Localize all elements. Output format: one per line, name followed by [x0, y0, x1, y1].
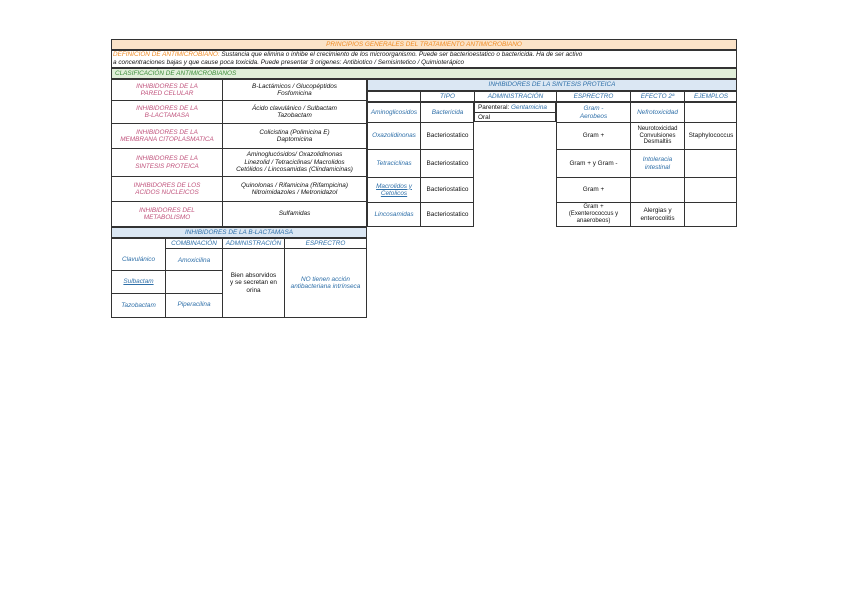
- protein-row-5-tipo: Bacteriostatico: [426, 210, 469, 218]
- protein-row-1-ejemplos: [685, 103, 737, 122]
- protein-row-5-name: Lincosamidas: [374, 210, 414, 218]
- class-group-2: INHIBIDORES DE LA B-LACTAMASA: [112, 101, 222, 124]
- protein-row-4-name: Macrolidos y Cetolicos: [376, 182, 412, 197]
- protein-row-4-efecto: [631, 178, 684, 202]
- protein-row-2-tipo: Bacteriostatico: [426, 132, 469, 140]
- protein-row-4-tipo: Bacteriostatico: [426, 186, 469, 194]
- class-drugs-6: Sulfamidas: [278, 210, 311, 218]
- class-group-5: INHIBIDORES DE LOS ACIDOS NUCLEICOS: [112, 177, 222, 202]
- class-group-6: INHIBIDORES DEL METABOLISMO: [139, 206, 195, 221]
- protein-row-4-espectro: Gram +: [582, 186, 605, 194]
- class-group-3: INHIBIDORES DE LA MEMBRANA CITOPLASMATICA: [112, 124, 222, 149]
- protein-row-3-ejemplos: [685, 150, 737, 177]
- blact-row-1-name: Clavulánico: [112, 249, 166, 271]
- definition-text-1: Sustancia que elimina o inhibe el crecimiento de los microorganismo. Puede ser bacterioestatico o bactericida. Ha de ser activo: [221, 51, 583, 58]
- protein-col-tipo: TIPO: [420, 92, 474, 101]
- protein-col-efecto: EFECTO 2ª: [630, 92, 684, 101]
- blact-row-3-name: Tazobactam: [112, 294, 166, 317]
- blact-row-1-combo: Amoxicilina: [166, 249, 223, 271]
- blact-row-2-name: Sulbactam: [112, 271, 166, 294]
- blact-row-3-combo: Piperacilina: [166, 294, 223, 317]
- protein-row-2-ejemplos: Staphylococcus: [688, 132, 734, 140]
- class-group-4: INHIBIDORES DE LA SINTESIS PROTEICA: [112, 149, 222, 177]
- definition-line-1: [113, 51, 735, 59]
- protein-row-4-ejemplos: [685, 178, 737, 202]
- protein-row-5-espectro: Gram + (Exenterococcus y anaerobeos): [568, 204, 619, 224]
- class-group-1: INHIBIDORES DE LA PARED CELULAR: [112, 80, 222, 101]
- blact-col-espectro: ESPRECTRO: [285, 239, 366, 249]
- protein-row-1-efecto: Nefrotoxicidad: [637, 108, 678, 116]
- protein-admin-parenteral: [475, 103, 556, 112]
- protein-col-espectro: ESPRECTRO: [556, 92, 630, 101]
- blact-col-administracion: ADMINISTRACIÓN: [223, 239, 285, 249]
- protein-admin-oral: Oral: [478, 113, 491, 121]
- protein-row-2-efecto: Neurotoxicidad Convulsiones Desmaltiis: [637, 125, 678, 146]
- blact-administracion: Bien absorvidos y se secretan en orina: [223, 249, 285, 317]
- definition-label: DEFINICIÓN DE ANTIMICROBIANO:: [113, 51, 220, 58]
- protein-row-5-efecto: Alergias y enterocolitis: [640, 207, 675, 222]
- blact-espectro: NO tienen acción antibacteriana intrínseca: [290, 275, 361, 290]
- protein-row-5-ejemplos: [685, 203, 737, 226]
- protein-row-3-tipo: Bacteriostatico: [426, 159, 469, 167]
- class-drugs-3: Colicistina (Polimicina E) Daptomicina: [223, 124, 366, 149]
- protein-row-3-espectro: Gram + y Gram -: [569, 159, 618, 167]
- protein-row-2-espectro: Gram +: [582, 132, 605, 140]
- blact-header: INHIBIDORES DE LA B-LACTAMASA: [111, 227, 367, 238]
- blact-col-combinacion: COMBINACIÓN: [166, 239, 223, 249]
- protein-col-administracion: ADMINISTRACIÓN: [474, 92, 556, 101]
- definition-line-2: a concentraciones bajas y que cause poca toxicida. Puede presentar 3 origenes: Antibiotico / Semisintetico / Quimioterápico: [113, 59, 465, 66]
- blact-row-2-combo: [166, 271, 223, 294]
- protein-parenteral-label: Parenteral:: [478, 103, 510, 111]
- protein-row-2-name: Oxazolidinonas: [372, 132, 416, 140]
- protein-row-3-name: Tetraciclinas: [376, 159, 412, 167]
- classification-header: CLASIFICACIÓN DE ANTIMICROBIANOS: [111, 68, 737, 79]
- page-title: PRINCIPIOS GENERALES DEL TRATAMIENTO ANTIMICROBIANO: [111, 39, 737, 50]
- protein-row-3-efecto: Intoleracia intestinal: [642, 156, 673, 171]
- class-drugs-5: Quinolonas / Rifamicina (Rifampicina) Nitroimidazoles / Metronidazol: [223, 177, 366, 202]
- class-drugs-1: B-Lactámicos / Glucopéptidos Fosfomicina: [223, 80, 366, 101]
- protein-row-1-tipo: Bactericida: [431, 108, 464, 116]
- class-drugs-4: Aminoglucósidos/ Oxazolidinonas Linezolid / Tetraciclinas/ Macrolidos Cetólidos / Lincosamidas (Clindamicinas): [223, 149, 366, 177]
- protein-col-ejemplos: EJEMPLOS: [684, 92, 737, 101]
- class-drugs-2: Ácido clavulánico / Sulbactam Tazobactam: [223, 101, 366, 124]
- protein-row-1-name: Aminoglicosidos: [370, 108, 418, 116]
- protein-parenteral-value: Gentamicina: [511, 103, 547, 111]
- protein-row-1-espectro: Gram - Aerobeos: [579, 105, 608, 120]
- protein-header: INHIBIDORES DE LA SINTESIS PROTEICA: [367, 79, 737, 91]
